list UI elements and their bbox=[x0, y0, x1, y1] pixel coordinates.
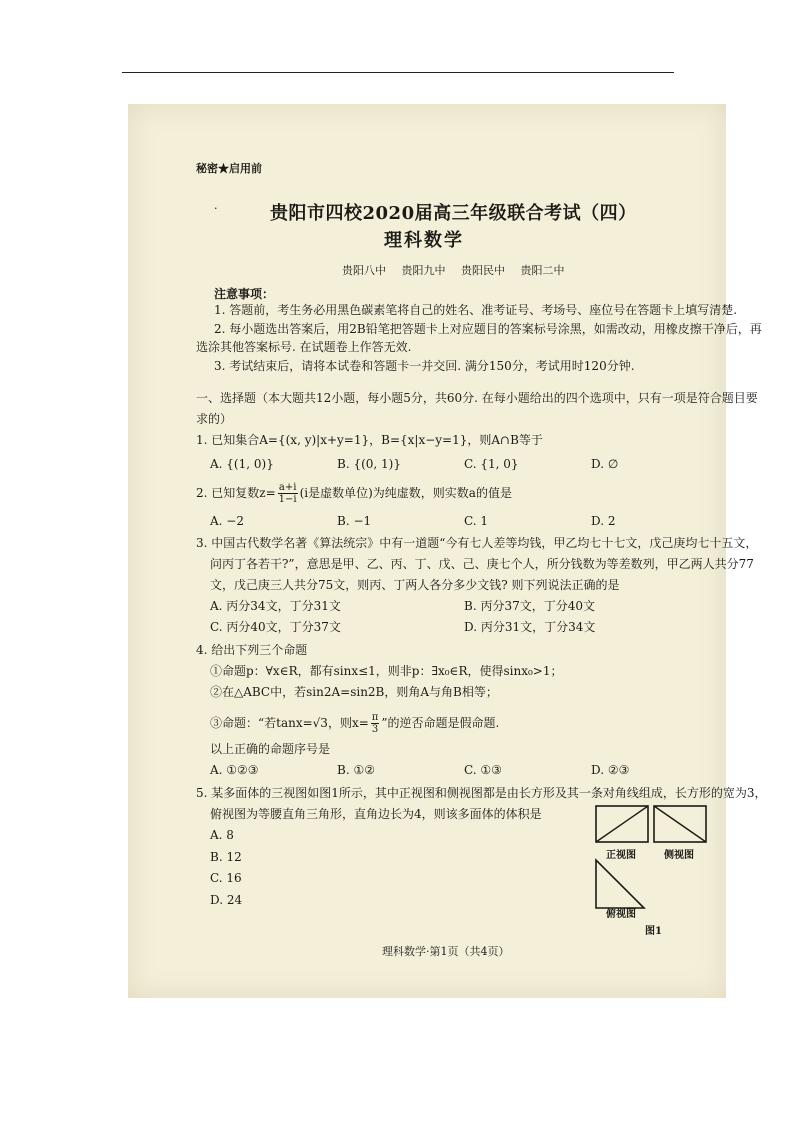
q2-stem-pre: 2. 已知复数z= bbox=[196, 486, 276, 500]
q3-option-b: B. 丙分37文，丁分40文 bbox=[464, 599, 595, 613]
q2-option-a: A. −2 bbox=[210, 514, 244, 528]
q4-fraction bbox=[371, 712, 380, 735]
q5-option-d: D. 24 bbox=[210, 893, 243, 907]
subject-title: 理科数学 bbox=[384, 230, 464, 251]
q4-proposition-3 bbox=[210, 712, 499, 735]
question-4-stem: 4. 给出下列三个命题 bbox=[196, 643, 308, 657]
notice-item-2: 2. 每小题选出答案后，用2B铅笔把答题卡上对应题目的答案标号涂黑，如需改动，用橡皮擦干净后，再 bbox=[214, 322, 762, 336]
school-name: 贵阳八中 bbox=[342, 264, 386, 277]
school-name: 贵阳民中 bbox=[461, 264, 505, 277]
q2-denominator: 1−i bbox=[278, 494, 297, 505]
q4-option-b: B. ①② bbox=[337, 763, 375, 777]
q4-option-c: C. ①③ bbox=[464, 763, 502, 777]
q2-option-d: D. 2 bbox=[591, 514, 616, 528]
q1-option-b: B. {(0, 1)} bbox=[337, 457, 401, 471]
q4-p3-post: ”的逆否命题是假命题. bbox=[381, 716, 500, 730]
figure-caption: 图1 bbox=[645, 926, 662, 937]
front-view-drawing bbox=[596, 806, 648, 842]
section-heading: 一、选择题（本大题共12小题，每小题5分，共60分. 在每小题给出的四个选项中，只有一项是符合题目要 bbox=[196, 391, 758, 405]
q1-option-a: A. {(1, 0)} bbox=[210, 457, 274, 471]
school-name: 贵阳二中 bbox=[520, 264, 565, 277]
q2-numerator: a+i bbox=[278, 482, 297, 493]
question-2-stem bbox=[196, 482, 512, 505]
q1-option-c: C. {1, 0} bbox=[464, 457, 519, 471]
dot-mark: · bbox=[214, 202, 218, 215]
page-footer: 理科数学·第1页（共4页） bbox=[382, 945, 510, 958]
question-3-line-1: 3. 中国古代数学名著《算法统宗》中有一道题“今有七人差等均钱，甲乙均七十七文，戊己庚均七十五文， bbox=[196, 536, 758, 550]
question-3-line-3: 文，戊己庚三人共分75文，则丙、丁两人各分多少文钱? 则下列说法正确的是 bbox=[210, 578, 620, 592]
school-name: 贵阳九中 bbox=[401, 264, 446, 277]
side-view-drawing bbox=[654, 806, 706, 842]
front-view-label: 正视图 bbox=[606, 850, 636, 861]
q2-option-b: B. −1 bbox=[337, 514, 372, 528]
question-3-line-2: 问丙丁各若干?”，意思是甲、乙、丙、丁、戊、己、庚七个人，所分钱数为等差数列，甲乙两人共分77 bbox=[210, 557, 754, 571]
school-list bbox=[342, 262, 577, 278]
q4-denominator: 3 bbox=[371, 724, 379, 735]
q5-option-b: B. 12 bbox=[210, 850, 242, 864]
q4-ask: 以上正确的命题序号是 bbox=[210, 742, 331, 756]
q4-numerator: π bbox=[371, 712, 379, 723]
q5-option-c: C. 16 bbox=[210, 871, 242, 885]
q1-option-d: D. ∅ bbox=[591, 457, 619, 471]
exam-title: 贵阳市四校2020届高三年级联合考试（四） bbox=[270, 203, 637, 224]
question-5-line-1: 5. 某多面体的三视图如图1所示，其中正视图和侧视图都是由长方形及其一条对角线组成，长方形的宽为3， bbox=[196, 786, 767, 800]
notice-item-1: 1. 答题前，考生务必用黑色碳素笔将自己的姓名、准考证号、考场号、座位号在答题卡上填写清楚. bbox=[214, 303, 738, 317]
top-rule bbox=[122, 72, 674, 73]
top-view-label: 俯视图 bbox=[606, 909, 636, 920]
q4-option-a: A. ①②③ bbox=[210, 763, 259, 777]
q3-option-c: C. 丙分40文，丁分37文 bbox=[210, 620, 341, 634]
q3-option-d: D. 丙分31文，丁分34文 bbox=[464, 620, 596, 634]
notice-item-3: 3. 考试结束后，请将本试卷和答题卡一并交回. 满分150分，考试用时120分钟. bbox=[214, 359, 635, 373]
q4-proposition-1: ①命题p：∀x∈R，都有sinx≤1，则非p：∃x₀∈R，使得sinx₀>1； bbox=[210, 664, 563, 678]
q4-p3-pre: ③命题：“若tanx=√3，则x= bbox=[210, 716, 369, 730]
side-view-label: 侧视图 bbox=[664, 850, 694, 861]
notice-title: 注意事项： bbox=[214, 287, 275, 301]
q3-option-a: A. 丙分34文，丁分31文 bbox=[210, 599, 341, 613]
q4-option-d: D. ②③ bbox=[591, 763, 630, 777]
q5-option-a: A. 8 bbox=[210, 828, 234, 842]
question-1-stem: 1. 已知集合A={(x, y)|x+y=1}，B={x|x−y=1}，则A∩B等于 bbox=[196, 433, 543, 447]
notice-item-2-cont: 选涂其他答案标号. 在试题卷上作答无效. bbox=[196, 340, 412, 354]
q4-proposition-2: ②在△ABC中，若sin2A=sin2B，则角A与角B相等； bbox=[210, 685, 498, 699]
secret-label: 秘密★启用前 bbox=[196, 162, 262, 175]
q2-stem-post: (i是虚数单位)为纯虚数，则实数a的值是 bbox=[299, 486, 512, 500]
top-view-drawing bbox=[596, 860, 644, 908]
q2-option-c: C. 1 bbox=[464, 514, 489, 528]
section-heading-cont: 求的） bbox=[196, 412, 233, 426]
q2-fraction bbox=[278, 482, 298, 505]
question-5-line-2: 俯视图为等腰直角三角形，直角边长为4，则该多面体的体积是 bbox=[210, 807, 542, 821]
